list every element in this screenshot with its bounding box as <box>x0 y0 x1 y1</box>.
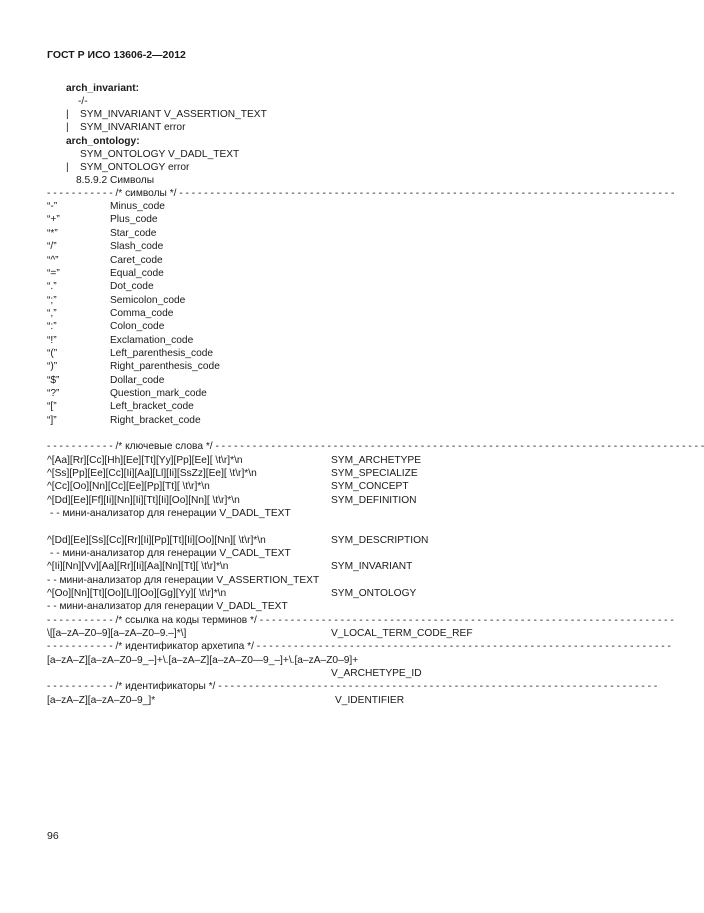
keyword-token: SYM_DESCRIPTION <box>331 535 429 546</box>
invariant-alt-1: SYM_INVARIANT V_ASSERTION_TEXT <box>80 109 267 120</box>
keyword-token: SYM_DEFINITION <box>331 495 417 506</box>
separator-label: /* идентификатор архетипа */ <box>115 641 254 652</box>
analyzer-comment: - - мини-анализатор для генерации V_DADL_TEXT <box>47 601 288 612</box>
keyword-pattern: ^[Oo][Nn][Tt][Oo][Ll][Oo][Gg][Yy][ \t\r]*\n <box>47 588 227 599</box>
symbol-code: Right_bracket_code <box>110 415 201 426</box>
keyword-pattern: ^[Aa][Rr][Cc][Hh][Ee][Tt][Yy][Pp][Ee][ \t\r]*\n <box>47 455 243 466</box>
separator-label: /* символы */ <box>115 188 177 199</box>
pipe: | <box>66 122 69 133</box>
archetype-id-pattern: [a–zA–Z][a–zA–Z0–9_–]+\.[a–zA–Z][a–zA–Z0—9_–]+\.[a–zA–Z0–9]+ <box>47 655 359 666</box>
separator-label: /* идентификаторы */ <box>115 681 216 692</box>
ontology-alt-2: SYM_ONTOLOGY error <box>80 162 190 173</box>
empty-alternative: -/- <box>78 96 88 107</box>
symbol-literal: “=” <box>47 268 60 279</box>
symbol-literal: “:” <box>47 321 57 332</box>
term-ref-pattern: \[[a–zA–Z0–9][a–zA–Z0–9.–]*\] <box>47 628 187 639</box>
keyword-pattern: ^[Dd][Ee][Ff][Ii][Nn][Ii][Tt][Ii][Oo][Nn][ \t\r]*\n <box>47 495 240 506</box>
separator-symbols: - - - - - - - - - - - /* символы */ - - - - - - - - - - - - - - - - - - - - - - - - - - - - - - - - - - - - - - - - - - - - - - - - - - - - - - - - - - - - - - - - - - - - - - - - - - - - - - - - <box>47 188 675 199</box>
symbol-code: Question_mark_code <box>110 388 207 399</box>
symbol-literal: “/” <box>47 241 57 252</box>
symbol-code: Minus_code <box>110 201 165 212</box>
separator-identifiers: - - - - - - - - - - - /* идентификаторы */ - - - - - - - - - - - - - - - - - - - - - - - - - - - - - - - - - - - - - - - - - - - - - - - - - - - - - - - - - - - - - - - - - - - - - - - <box>47 681 658 692</box>
separator-label: /* ссылка на коды терминов */ <box>115 615 257 626</box>
rule-arch-invariant: arch_invariant: <box>66 83 140 94</box>
symbol-literal: “+” <box>47 214 60 225</box>
symbol-literal: “*” <box>47 228 58 239</box>
analyzer-comment: - - мини-анализатор для генерации V_ASSERTION_TEXT <box>47 575 320 586</box>
symbol-code: Left_parenthesis_code <box>110 348 214 359</box>
symbol-literal: “-” <box>47 201 58 212</box>
symbol-code: Right_parenthesis_code <box>110 361 220 372</box>
symbol-code: Exclamation_code <box>110 335 194 346</box>
symbol-literal: “[” <box>47 401 57 412</box>
symbol-literal: “!” <box>47 335 57 346</box>
symbol-literal: “;” <box>47 295 57 306</box>
section-title: 8.5.9.2 Символы <box>76 175 155 186</box>
symbol-literal: “$” <box>47 375 60 386</box>
symbol-literal: “^” <box>47 255 59 266</box>
symbol-code: Left_bracket_code <box>110 401 194 412</box>
symbol-code: Semicolon_code <box>110 295 186 306</box>
symbol-literal: “)” <box>47 361 58 372</box>
rule-arch-ontology: arch_ontology: <box>66 136 140 147</box>
identifier-pattern: [a–zA–Z][a–zA–Z0–9_]* <box>47 695 156 706</box>
archetype-id-token: V_ARCHETYPE_ID <box>331 668 422 679</box>
separator-keywords: - - - - - - - - - - - /* ключевые слова */ - - - - - - - - - - - - - - - - - - - - - - - - - - - - - - - - - - - - - - - - - - - - - - - - - - - - - - - - - - - - - - - - - - - - - - - - - - - - - - - <box>47 441 704 452</box>
symbol-code: Dot_code <box>110 281 154 292</box>
keyword-pattern: ^[Cc][Oo][Nn][Cc][Ee][Pp][Tt][ \t\r]*\n <box>47 481 210 492</box>
symbol-literal: “(” <box>47 348 58 359</box>
keyword-token: SYM_ONTOLOGY <box>331 588 417 599</box>
analyzer-comment: - - мини-анализатор для генерации V_CADL_TEXT <box>50 548 291 559</box>
page-number: 96 <box>47 830 59 842</box>
document-header: ГОСТ Р ИСО 13606-2—2012 <box>47 49 186 61</box>
symbol-code: Star_code <box>110 228 157 239</box>
analyzer-comment: - - мини-анализатор для генерации V_DADL_TEXT <box>50 508 291 519</box>
keyword-pattern: ^[Ii][Nn][Vv][Aa][Rr][Ii][Aa][Nn][Tt][ \t\r]*\n <box>47 561 229 572</box>
separator-archetype-id: - - - - - - - - - - - /* идентификатор архетипа */ - - - - - - - - - - - - - - - - - - - - - - - - - - - - - - - - - - - - - - - - - - - - - - - - - - - - - - - - - - - - - - - - - - - <box>47 641 671 652</box>
symbol-literal: “?” <box>47 388 60 399</box>
symbol-code: Dollar_code <box>110 375 165 386</box>
symbol-code: Slash_code <box>110 241 164 252</box>
keyword-token: SYM_SPECIALIZE <box>331 468 418 479</box>
keyword-pattern: ^[Dd][Ee][Ss][Cc][Rr][Ii][Pp][Tt][Ii][Oo][Nn][ \t\r]*\n <box>47 535 266 546</box>
identifier-token: V_IDENTIFIER <box>335 695 405 706</box>
pipe: | <box>66 162 69 173</box>
pipe: | <box>66 109 69 120</box>
symbol-literal: “.” <box>47 281 57 292</box>
symbol-code: Equal_code <box>110 268 164 279</box>
symbol-code: Colon_code <box>110 321 165 332</box>
separator-term-ref: - - - - - - - - - - - /* ссылка на коды терминов */ - - - - - - - - - - - - - - - - - - - - - - - - - - - - - - - - - - - - - - - - - - - - - - - - - - - - - - - - - - - - - - - - - - - <box>47 615 674 626</box>
separator-label: /* ключевые слова */ <box>115 441 213 452</box>
invariant-alt-2: SYM_INVARIANT error <box>80 122 186 133</box>
symbol-code: Plus_code <box>110 214 158 225</box>
keyword-token: SYM_ARCHETYPE <box>331 455 422 466</box>
symbol-code: Caret_code <box>110 255 163 266</box>
symbol-code: Comma_code <box>110 308 174 319</box>
keyword-token: SYM_CONCEPT <box>331 481 409 492</box>
ontology-alt-1: SYM_ONTOLOGY V_DADL_TEXT <box>80 149 240 160</box>
symbol-literal: “]” <box>47 415 57 426</box>
term-ref-token: V_LOCAL_TERM_CODE_REF <box>331 628 473 639</box>
symbol-literal: “,” <box>47 308 57 319</box>
keyword-token: SYM_INVARIANT <box>331 561 413 572</box>
keyword-pattern: ^[Ss][Pp][Ee][Cc][Ii][Aa][Ll][Ii][SsZz][Ee][ \t\r]*\n <box>47 468 257 479</box>
